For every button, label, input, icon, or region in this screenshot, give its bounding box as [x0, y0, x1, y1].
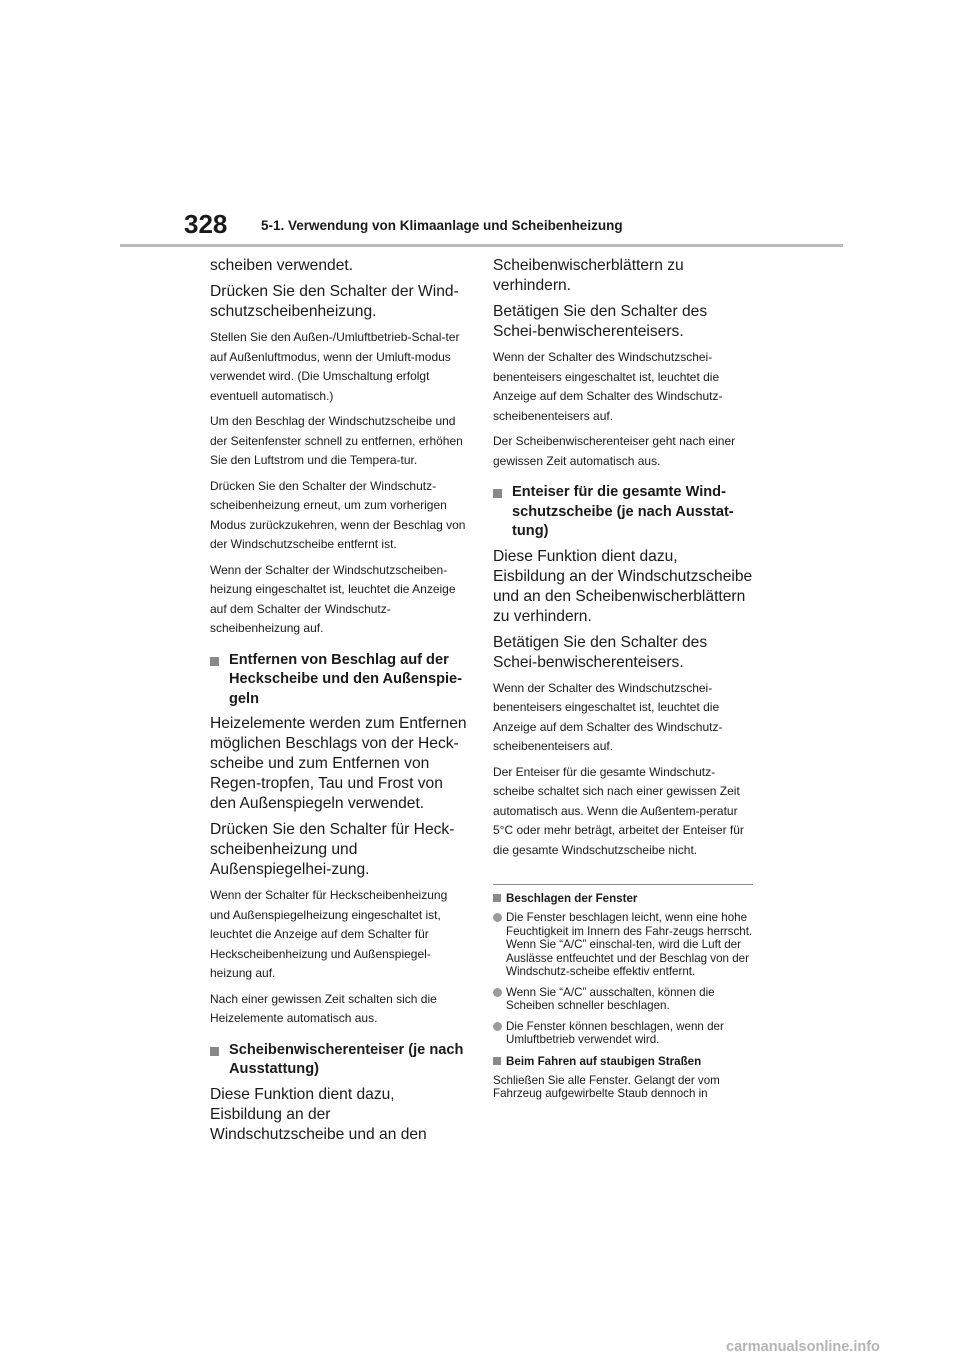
bullet-circle-icon	[493, 1022, 502, 1031]
page-header	[0, 0, 960, 250]
body-paragraph: Drücken Sie den Schalter für Heck-scheibenheizung und Außenspiegelhei-zung.	[210, 821, 455, 878]
text: Enteiser für die gesamte Wind-schutzscheibe (je nach Ausstat-tung)	[512, 484, 734, 539]
section-divider	[493, 884, 753, 885]
section-heading	[210, 651, 468, 710]
note-paragraph: Wenn der Schalter des Windschutzschei-benenteisers eingeschaltet ist, leuchtet die Anzeige auf dem Schalter des Windschutz-scheibenenteisers auf.	[493, 350, 723, 423]
heading-square-icon	[493, 1057, 501, 1065]
section-heading	[493, 483, 753, 542]
bullet-item	[493, 911, 753, 979]
bullet-item	[493, 1020, 753, 1047]
section-heading	[493, 891, 753, 906]
body-paragraph: Scheibenwischerblättern zu verhindern.	[493, 257, 684, 294]
text: Beschlagen der Fenster	[506, 892, 638, 905]
section-heading	[210, 1041, 468, 1080]
bullet-item	[493, 986, 753, 1013]
text: Beim Fahren auf staubigen Straßen	[506, 1054, 702, 1068]
body-paragraph: Betätigen Sie den Schalter des Schei-benwischerenteisers.	[493, 303, 708, 340]
note-paragraph: Wenn der Schalter des Windschutzschei-benenteisers eingeschaltet ist, leuchtet die Anzeige auf dem Schalter des Windschutz-scheibenenteisers auf.	[493, 680, 723, 753]
bullet-circle-icon	[493, 913, 502, 922]
text: Die Fenster können beschlagen, wenn der Umluftbetrieb verwendet wird.	[506, 1019, 724, 1046]
body-paragraph: Heizelemente werden zum Entfernen möglichen Beschlags von der Heck-scheibe und zum Entfernen von Regen-tropfen, Tau und Frost von den Außenspiegeln verwendet.	[210, 715, 467, 812]
bullet-circle-icon	[493, 988, 502, 997]
body-paragraph: Diese Funktion dient dazu, Eisbildung an der Windschutzscheibe und an den	[210, 1085, 427, 1143]
page-number: 328	[184, 209, 228, 239]
body-paragraph: Drücken Sie den Schalter der Wind-schutzscheibenheizung.	[210, 283, 459, 320]
note-paragraph: Der Scheibenwischerenteiser geht nach einer gewissen Zeit automatisch aus.	[493, 434, 736, 468]
body-paragraph: Betätigen Sie den Schalter des Schei-benwischerenteisers.	[493, 633, 708, 671]
heading-square-icon	[210, 1047, 219, 1056]
text: Scheibenwischerenteiser (je nach Ausstattung)	[229, 1041, 464, 1077]
watermark: carmanualsonline.info	[726, 1339, 880, 1355]
heading-square-icon	[493, 894, 501, 902]
text: Entfernen von Beschlag auf der Heckscheibe und den Außenspie-geln	[229, 651, 463, 707]
note-paragraph: Nach einer gewissen Zeit schalten sich die Heizelemente automatisch aus.	[210, 991, 437, 1025]
note-paragraph: Schließen Sie alle Fenster. Gelangt der vom Fahrzeug aufgewirbelte Staub dennoch in	[493, 1073, 720, 1100]
left-column	[210, 256, 468, 1151]
note-paragraph: Wenn der Schalter der Windschutzscheiben-heizung eingeschaltet ist, leuchtet die Anzeige auf dem Schalter der Windschutz-scheibenheizung auf.	[210, 562, 456, 635]
heading-square-icon	[210, 657, 219, 666]
heading-square-icon	[493, 489, 502, 498]
right-column	[493, 256, 753, 1107]
note-paragraph: Der Enteiser für die gesamte Windschutz-scheibe schaltet sich nach einer gewissen Zeit automatisch aus. Wenn die Außentem-peratur 5°C oder mehr beträgt, arbeitet der Enteiser für die gesamte Windschutzscheibe nicht.	[493, 764, 744, 857]
note-paragraph: Drücken Sie den Schalter der Windschutz-scheibenheizung erneut, um zum vorherigen Modus zurückzukehren, wenn der Beschlag von der Windschutzscheibe entfernt ist.	[210, 478, 466, 551]
note-paragraph: Wenn der Schalter für Heckscheibenheizung und Außenspiegelheizung eingeschaltet ist, leuchtet die Anzeige auf dem Schalter für Heckscheibenheizung und Außenspiegel-heizung auf.	[210, 888, 448, 980]
note-paragraph: Um den Beschlag der Windschutzscheibe und der Seitenfenster schnell zu entfernen, erhöhen Sie den Luftstrom und die Tempera-tur.	[210, 414, 463, 467]
section-title: 5-1. Verwendung von Klimaanlage und Scheibenheizung	[261, 218, 623, 233]
text: Die Fenster beschlagen leicht, wenn eine hohe Feuchtigkeit im Innern des Fahr-zeugs herrscht. Wenn Sie “A/C” einschal-ten, wird die Luft der Auslässe entfeuchtet und der Beschlag von der Windschutz-scheibe effektiv entfernt.	[506, 911, 753, 978]
section-heading	[493, 1054, 753, 1069]
text: Wenn Sie “A/C” ausschalten, können die Scheiben schneller beschlagen.	[506, 985, 715, 1012]
header-divider	[120, 244, 843, 247]
body-paragraph: Diese Funktion dient dazu, Eisbildung an der Windschutzscheibe und an den Scheibenwischerblättern zu verhindern.	[493, 547, 753, 625]
body-paragraph: scheiben verwendet.	[210, 257, 354, 274]
note-paragraph: Stellen Sie den Außen-/Umluftbetrieb-Schal-ter auf Außenluftmodus, wenn der Umluft-modus verwendet wird. (Die Umschaltung erfolgt eventuell automatisch.)	[210, 330, 460, 403]
